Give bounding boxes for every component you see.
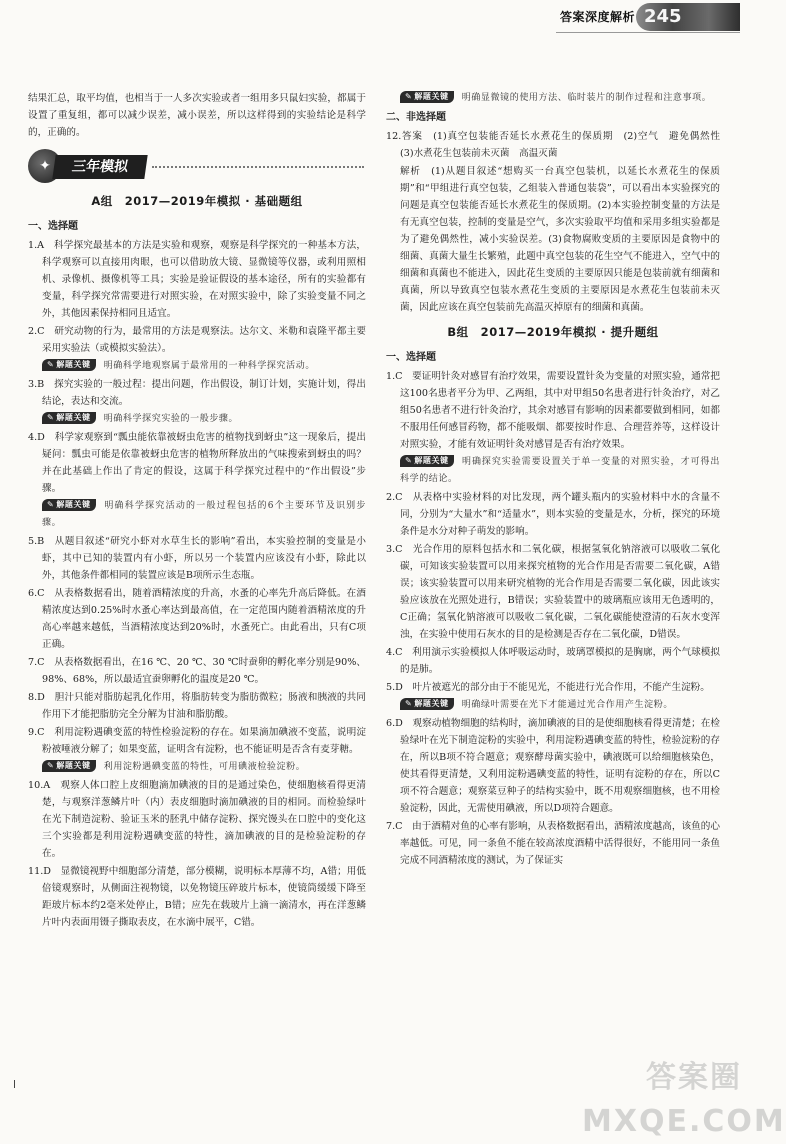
answer-item: 6.C 从表格数据看出，随着酒精浓度的升高，水蚤的心率先升高后降低。在酒精浓度达到0.25%时水蚤心率达到最高值，在一定范围内随着酒精浓度的升高心率越来越低，当酒精浓度达到20%时，水蚤死亡。由此看出，只有C项正确。 — [28, 588, 366, 650]
answer-item: 7.C 由于酒精对鱼的心率有影响，从表格数据看出，酒精浓度越高，该鱼的心率越低。可见，同一条鱼不能在较高浓度酒精中活得很好，不能用同一条鱼完成不同酒精浓度的测试，为了保证实 — [386, 821, 720, 866]
key-badge: ✎ 解题关键 — [42, 499, 96, 511]
lightbulb-icon: ✎ — [47, 413, 55, 422]
lightbulb-icon: ✎ — [47, 761, 55, 770]
answer-item: 8.D 胆汁只能对脂肪起乳化作用，将脂肪转变为脂肪微粒；肠液和胰液的共同作用下才能把脂肪完全分解为甘油和脂肪酸。 — [28, 692, 366, 720]
answer-item: 3.C 光合作用的原料包括水和二氧化碳，根据氢氧化钠溶液可以吸收二氧化碳，可知该实验装置可以用来探究植物的光合作用是否需要二氧化碳，A错误；该实验装置可以用来研究植物的光合作用是否需要二氧化碳，因此该实验应该放在光照处进行，B错误；实验装置中的玻璃瓶应该用无色透明的，C正确；氢氧化钠溶液可以吸收二氧化碳，二氧化碳能使澄清的石灰水变浑浊，在实验中使用石灰水的目的是检测是否存在二氧化碳，D错误。 — [386, 544, 720, 640]
lightbulb-icon: ✎ — [47, 360, 55, 369]
section-banner — [28, 147, 366, 185]
watermark-logo: 答案圈 MXQE.COM — [582, 1060, 786, 1139]
answer-item: 9.C 利用淀粉遇碘变蓝的特性检验淀粉的存在。如果滴加碘液不变蓝，说明淀粉被唾液分解了；如果变蓝，证明含有淀粉，也不能证明是否含有麦芽糖。 — [28, 727, 366, 755]
answer-item: 3.B 探究实验的一般过程：提出问题，作出假设，制订计划，实施计划，得出结论，表达和交流。 — [28, 379, 366, 407]
page-header — [0, 0, 750, 78]
lightbulb-icon: ✎ — [405, 699, 413, 708]
page-number: 245 — [636, 3, 740, 31]
answer-item: 12.答案 (1)真空包装能否延长水煮花生的保质期 (2)空气 避免偶然性 (3)水煮花生包装前未灭菌 高温灭菌 — [386, 131, 730, 159]
right-column — [386, 90, 730, 870]
lightbulb-icon: ✎ — [405, 92, 413, 101]
answer-item: 2.C 研究动物的行为，最常用的方法是观察法。达尔文、米勒和袁隆平都主要采用实验法（或模拟实验法）。 — [28, 326, 366, 354]
answer-item: 6.D 观察动植物细胞的结构时，滴加碘液的目的是使细胞核看得更清楚；在检验绿叶在光下制造淀粉的实验中，利用淀粉遇碘变蓝的特性，检验淀粉的存在，所以B项不符合题意；观察酵母菌实验中，碘液既可以给细胞核染色，使其看得更清楚，又利用淀粉遇碘变蓝的特性，证明有淀粉的存在，所以C项不符合题意；观察菜豆种子的结构实验中，既不用观察细胞核，也不用检验淀粉，因此，无需使用碘液，所以D项符合题意。 — [386, 718, 720, 814]
banner-emblem-icon: ✦ — [28, 149, 62, 183]
key-note: ✎ 解题关键 明确科学地观察属于最常用的一种科学探究活动。 — [28, 358, 366, 375]
key-badge: ✎ 解题关键 — [42, 359, 96, 371]
answer-item: 4.D 科学家观察到“瓢虫能依靠被蚜虫危害的植物找到蚜虫”这一现象后，提出疑问：瓢虫可能是依靠被蚜虫危害的植物所释放出的气味搜索到蚜虫的吗？并在此基础上作出了肯定的假设，这属于科学探究过程中的“作出假设”步骤。 — [28, 432, 366, 494]
key-badge: ✎ 解题关键 — [42, 412, 96, 424]
key-badge: ✎ 解题关键 — [400, 455, 454, 467]
key-note: ✎ 解题关键 明确显微镜的使用方法、临时装片的制作过程和注意事项。 — [386, 90, 720, 107]
key-note: ✎ 解题关键 明确科学探究活动的一般过程包括的6个主要环节及识别步骤。 — [42, 500, 366, 528]
lightbulb-icon: ✎ — [47, 500, 55, 509]
group-b-title: B组 2017—2019年模拟 · 提升题组 — [447, 325, 659, 339]
answer-item: 5.B 从题目叙述“研究小虾对水草生长的影响”看出，本实验控制的变量是小虾，其中已知的装置内有小虾，所以另一个装置内应该没有小虾，除此以外，其他条件都相同的装置应该是B项所示生态瓶。 — [28, 536, 366, 581]
analysis-paragraph: 解析 (1)从题目叙述“想购买一台真空包装机，以延长水煮花生的保质期”和“甲组进行真空包装，乙组装入普通包装袋”，可以看出本实验探究的问题是真空包装能否延长水煮花生的保质期。(2)本实验控制变量的方法是有无真空包装，控制的变量是空气，多次实验取平均值和采用多组实验都是为了避免偶然性，减小实验误差。(3)食物腐败变质的主要原因是食物中的细菌、真菌大量生长繁殖，此题中真空包装的花生空气不能进入，空气中的细菌和真菌也不能进入，因此花生变质的主要原因只能是包装前就有细菌和真菌，所以导致真空包装水煮花生变质的主要原因是水煮花生包装前未灭菌，因此应该在真空包装前先高温灭掉原有的细菌和真菌。 — [400, 166, 720, 313]
left-column — [28, 90, 366, 932]
lightbulb-icon: ✎ — [405, 456, 413, 465]
answer-item: 1.C 要证明针灸对感冒有治疗效果，需要设置针灸为变量的对照实验，通常把这100名患者平分为甲、乙两组，其中对甲组50名患者进行针灸治疗，对乙组50名患者不进行针灸治疗，其余对感冒有影响的因素都要做到相同，如都不服用任何感冒药物，都不能吸烟、都要按时作息、合理营养等，这样设计对照实验，才能有效证明针灸对感冒是否有治疗效果。 — [386, 371, 720, 450]
banner-title: 三年模拟 — [52, 155, 147, 179]
section-heading: 一、选择题 — [28, 221, 78, 232]
key-note: ✎ 解题关键 明确探究实验需要设置关于单一变量的对照实验，才可得出科学的结论。 — [400, 456, 720, 484]
group-a-title: A组 2017—2019年模拟 · 基础题组 — [91, 194, 303, 208]
banner-divider — [152, 166, 364, 168]
answer-item: 4.C 利用演示实验模拟人体呼吸运动时，玻璃罩模拟的是胸廓，两个气球模拟的是肺。 — [386, 647, 720, 675]
answer-item: 11.D 显微镜视野中细胞部分清楚，部分模糊，说明标本厚薄不均，A错；用低倍镜观察时，从侧面注视物镜，以免物镜压碎玻片标本，使镜筒缓缓下降至距玻片标本约2毫米处停止，B错；应先在载玻片上滴一滴清水，再在洋葱鳞片叶内表面用镊子撕取表皮，在水滴中展平，C错。 — [28, 866, 366, 928]
header-title: 答案深度解析 — [560, 10, 636, 24]
key-note: ✎ 解题关键 明确科学探究实验的一般步骤。 — [28, 411, 366, 428]
section-heading: 一、选择题 — [386, 352, 436, 363]
answer-item: 10.A 观察人体口腔上皮细胞滴加碘液的目的是通过染色，使细胞核看得更清楚，与观察洋葱鳞片叶（内）表皮细胞时滴加碘液的目的相同。而检验绿叶在光下制造淀粉、验证玉米的胚乳中储存淀粉、探究馒头在口腔中的变化这三个实验都是利用淀粉遇碘变蓝的特性，滴加碘液的目的是检验淀粉的存在。 — [28, 780, 366, 859]
answer-item: 1.A 科学探究最基本的方法是实验和观察，观察是科学探究的一种基本方法，科学观察可以直接用肉眼，也可以借助放大镜、显微镜等仪器，或利用照相机、录像机、摄像机等工具；实验是验证假设的基本途径，所有的实验都有变量，科学探究常需要进行对照实验，在对照实验中，除了实验变量不同之外，其他因素保持相同且适宜。 — [28, 240, 366, 319]
key-badge: ✎ 解题关键 — [400, 91, 454, 103]
header-rule — [556, 32, 740, 33]
page-tick-mark — [14, 1080, 15, 1088]
answer-item: 7.C 从表格数据看出，在16 ℃、20 ℃、30 ℃时蚕卵的孵化率分别是90%、98%、68%，所以最适宜蚕卵孵化的温度是20 ℃。 — [28, 657, 366, 685]
intro-paragraph: 结果汇总，取平均值，也相当于一人多次实验或者一组用多只鼠妇实验，都属于设置了重复组，都可以减少误差，减小误差，所以这样得到的实验结论是科学的，正确的。 — [28, 93, 366, 138]
key-note: ✎ 解题关键 明确绿叶需要在光下才能通过光合作用产生淀粉。 — [386, 697, 720, 714]
answer-item: 2.C 从表格中实验材料的对比发现，两个罐头瓶内的实验材料中水的含量不同，分别为“大量水”和“适量水”，则本实验的变量是水，分析，探究的环境条件是水分对种子萌发的影响。 — [386, 492, 720, 537]
key-note: ✎ 解题关键 利用淀粉遇碘变蓝的特性，可用碘液检验淀粉。 — [28, 759, 366, 776]
answer-item: 5.D 叶片被遮光的部分由于不能见光，不能进行光合作用，不能产生淀粉。 — [386, 682, 710, 693]
key-badge: ✎ 解题关键 — [400, 698, 454, 710]
section-heading: 二、非选择题 — [386, 112, 446, 123]
key-badge: ✎ 解题关键 — [42, 760, 96, 772]
